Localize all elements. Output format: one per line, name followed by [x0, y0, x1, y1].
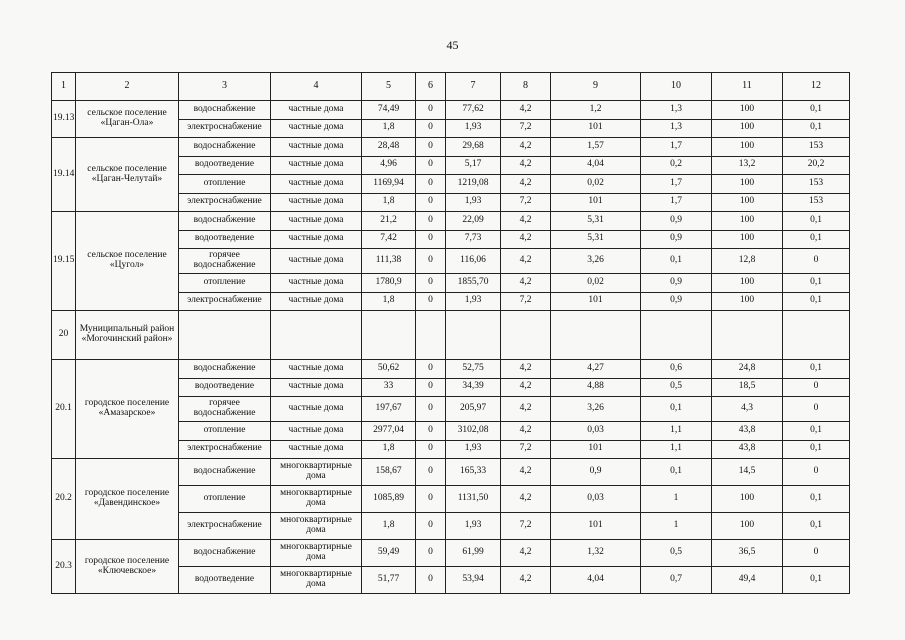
- row-number-cell: 20.3: [52, 540, 76, 594]
- header-cell: 6: [416, 73, 446, 101]
- value-cell-11: 49,4: [712, 567, 783, 594]
- table-body: [52, 73, 850, 594]
- value-cell-6: 0: [416, 513, 446, 540]
- building-type-cell: частные дома: [271, 193, 362, 212]
- header-cell: 12: [783, 73, 850, 101]
- value-cell-5: [362, 311, 416, 360]
- header-cell: 3: [179, 73, 271, 101]
- header-cell: 7: [446, 73, 501, 101]
- value-cell-12: 0,1: [783, 567, 850, 594]
- value-cell-6: 0: [416, 422, 446, 441]
- service-cell: водоснабжение: [179, 212, 271, 231]
- value-cell-8: 4,2: [501, 212, 551, 231]
- value-cell-8: 7,2: [501, 193, 551, 212]
- value-cell-12: 0,1: [783, 274, 850, 293]
- service-cell: водоснабжение: [179, 138, 271, 157]
- row-number-cell: 19.14: [52, 138, 76, 212]
- header-row: [52, 73, 850, 101]
- building-type-cell: частные дома: [271, 212, 362, 231]
- value-cell-12: 153: [783, 175, 850, 194]
- value-cell-11: 14,5: [712, 459, 783, 486]
- settlement-name-cell: городское поселение «Амазарское»: [76, 360, 179, 459]
- value-cell-10: 0,7: [641, 567, 712, 594]
- building-type-cell: многоквартирные дома: [271, 567, 362, 594]
- value-cell-11: 12,8: [712, 249, 783, 274]
- value-cell-9: 4,04: [551, 156, 641, 175]
- service-cell: водоотведение: [179, 378, 271, 397]
- value-cell-6: 0: [416, 459, 446, 486]
- value-cell-12: 0,1: [783, 440, 850, 459]
- value-cell-11: 100: [712, 292, 783, 311]
- value-cell-9: 4,04: [551, 567, 641, 594]
- value-cell-11: [712, 311, 783, 360]
- value-cell-7: 1131,50: [446, 486, 501, 513]
- value-cell-10: 0,2: [641, 156, 712, 175]
- row-number-cell: 20.1: [52, 360, 76, 459]
- value-cell-12: 0,1: [783, 212, 850, 231]
- value-cell-9: 0,9: [551, 459, 641, 486]
- settlement-name-cell: сельское поселение «Цаган-Челутай»: [76, 138, 179, 212]
- service-cell: отопление: [179, 175, 271, 194]
- building-type-cell: частные дома: [271, 175, 362, 194]
- building-type-cell: частные дома: [271, 360, 362, 379]
- value-cell-6: 0: [416, 175, 446, 194]
- service-cell: отопление: [179, 274, 271, 293]
- service-cell: электроснабжение: [179, 513, 271, 540]
- value-cell-7: 7,73: [446, 230, 501, 249]
- value-cell-12: 0,1: [783, 513, 850, 540]
- value-cell-6: 0: [416, 360, 446, 379]
- value-cell-8: 4,2: [501, 540, 551, 567]
- value-cell-7: 3102,08: [446, 422, 501, 441]
- value-cell-10: 0,1: [641, 397, 712, 422]
- building-type-cell: частные дома: [271, 249, 362, 274]
- value-cell-5: 7,42: [362, 230, 416, 249]
- value-cell-11: 43,8: [712, 440, 783, 459]
- header-cell: 10: [641, 73, 712, 101]
- value-cell-11: 100: [712, 212, 783, 231]
- service-cell: электроснабжение: [179, 119, 271, 138]
- value-cell-12: 0,1: [783, 360, 850, 379]
- value-cell-8: 7,2: [501, 119, 551, 138]
- value-cell-11: 100: [712, 175, 783, 194]
- value-cell-6: 0: [416, 540, 446, 567]
- value-cell-6: [416, 311, 446, 360]
- value-cell-7: 1,93: [446, 440, 501, 459]
- value-cell-8: 4,2: [501, 274, 551, 293]
- value-cell-10: 1,1: [641, 422, 712, 441]
- value-cell-6: 0: [416, 101, 446, 120]
- value-cell-12: 0,1: [783, 230, 850, 249]
- value-cell-10: 0,9: [641, 292, 712, 311]
- value-cell-12: 0: [783, 397, 850, 422]
- value-cell-9: 0,03: [551, 422, 641, 441]
- value-cell-6: 0: [416, 193, 446, 212]
- value-cell-9: 1,2: [551, 101, 641, 120]
- value-cell-7: 34,39: [446, 378, 501, 397]
- header-cell: 8: [501, 73, 551, 101]
- value-cell-6: 0: [416, 119, 446, 138]
- header-cell: 2: [76, 73, 179, 101]
- value-cell-6: 0: [416, 397, 446, 422]
- header-cell: 5: [362, 73, 416, 101]
- value-cell-12: 0: [783, 249, 850, 274]
- value-cell-11: 24,8: [712, 360, 783, 379]
- service-cell: электроснабжение: [179, 193, 271, 212]
- value-cell-7: 22,09: [446, 212, 501, 231]
- value-cell-8: 7,2: [501, 440, 551, 459]
- settlement-name-cell: сельское поселение «Цугол»: [76, 212, 179, 311]
- value-cell-8: 4,2: [501, 360, 551, 379]
- settlement-name-cell: городское поселение «Давендинское»: [76, 459, 179, 540]
- value-cell-9: 101: [551, 292, 641, 311]
- service-cell: отопление: [179, 486, 271, 513]
- value-cell-5: 28,48: [362, 138, 416, 157]
- header-cell: 9: [551, 73, 641, 101]
- value-cell-8: 4,2: [501, 156, 551, 175]
- value-cell-5: 51,77: [362, 567, 416, 594]
- value-cell-7: 1,93: [446, 292, 501, 311]
- value-cell-10: 1,1: [641, 440, 712, 459]
- value-cell-9: 101: [551, 119, 641, 138]
- value-cell-5: 1780,9: [362, 274, 416, 293]
- value-cell-11: 43,8: [712, 422, 783, 441]
- value-cell-5: 1,8: [362, 513, 416, 540]
- building-type-cell: частные дома: [271, 378, 362, 397]
- value-cell-10: 0,1: [641, 249, 712, 274]
- value-cell-9: 5,31: [551, 212, 641, 231]
- value-cell-6: 0: [416, 138, 446, 157]
- service-cell: горячее водоснабжение: [179, 249, 271, 274]
- value-cell-7: 61,99: [446, 540, 501, 567]
- value-cell-6: 0: [416, 440, 446, 459]
- settlement-name-cell: городское поселение «Ключевское»: [76, 540, 179, 594]
- value-cell-9: 3,26: [551, 249, 641, 274]
- building-type-cell: многоквартирные дома: [271, 540, 362, 567]
- value-cell-5: 1,8: [362, 119, 416, 138]
- value-cell-8: 4,2: [501, 378, 551, 397]
- value-cell-12: 20,2: [783, 156, 850, 175]
- value-cell-12: 0,1: [783, 292, 850, 311]
- value-cell-10: 1: [641, 513, 712, 540]
- building-type-cell: частные дома: [271, 156, 362, 175]
- value-cell-11: 100: [712, 101, 783, 120]
- value-cell-10: 1,7: [641, 193, 712, 212]
- service-cell: водоснабжение: [179, 540, 271, 567]
- value-cell-7: 1855,70: [446, 274, 501, 293]
- value-cell-7: 1,93: [446, 193, 501, 212]
- value-cell-5: 1,8: [362, 193, 416, 212]
- value-cell-12: 0: [783, 540, 850, 567]
- value-cell-9: 1,57: [551, 138, 641, 157]
- value-cell-6: 0: [416, 156, 446, 175]
- value-cell-10: 0,9: [641, 274, 712, 293]
- building-type-cell: частные дома: [271, 119, 362, 138]
- value-cell-12: 153: [783, 138, 850, 157]
- value-cell-12: 0,1: [783, 119, 850, 138]
- service-cell: водоотведение: [179, 567, 271, 594]
- table-row: [52, 138, 850, 157]
- building-type-cell: частные дома: [271, 230, 362, 249]
- value-cell-10: 1,3: [641, 119, 712, 138]
- value-cell-7: 116,06: [446, 249, 501, 274]
- value-cell-5: 1,8: [362, 440, 416, 459]
- value-cell-5: 1169,94: [362, 175, 416, 194]
- settlement-name-cell: Муниципальный район «Могочинский район»: [76, 311, 179, 360]
- service-cell: [179, 311, 271, 360]
- value-cell-7: 53,94: [446, 567, 501, 594]
- value-cell-5: 2977,04: [362, 422, 416, 441]
- header-cell: 11: [712, 73, 783, 101]
- row-number-cell: 19.15: [52, 212, 76, 311]
- value-cell-9: 5,31: [551, 230, 641, 249]
- value-cell-11: 13,2: [712, 156, 783, 175]
- service-cell: горячее водоснабжение: [179, 397, 271, 422]
- row-number-cell: 20: [52, 311, 76, 360]
- table-row: [52, 459, 850, 486]
- value-cell-11: 100: [712, 513, 783, 540]
- value-cell-6: 0: [416, 249, 446, 274]
- building-type-cell: многоквартирные дома: [271, 486, 362, 513]
- table-row: [52, 101, 850, 120]
- value-cell-10: 1,7: [641, 175, 712, 194]
- value-cell-10: 0,5: [641, 540, 712, 567]
- value-cell-6: 0: [416, 230, 446, 249]
- value-cell-6: 0: [416, 212, 446, 231]
- value-cell-10: 1,3: [641, 101, 712, 120]
- table-row: [52, 311, 850, 360]
- value-cell-5: 1085,89: [362, 486, 416, 513]
- value-cell-9: 4,88: [551, 378, 641, 397]
- service-cell: водоотведение: [179, 156, 271, 175]
- service-cell: электроснабжение: [179, 440, 271, 459]
- value-cell-7: 52,75: [446, 360, 501, 379]
- value-cell-6: 0: [416, 567, 446, 594]
- value-cell-8: 4,2: [501, 249, 551, 274]
- value-cell-8: 4,2: [501, 422, 551, 441]
- value-cell-8: 4,2: [501, 101, 551, 120]
- building-type-cell: [271, 311, 362, 360]
- value-cell-11: 18,5: [712, 378, 783, 397]
- value-cell-7: 1219,08: [446, 175, 501, 194]
- value-cell-8: 4,2: [501, 486, 551, 513]
- value-cell-9: 101: [551, 440, 641, 459]
- value-cell-7: [446, 311, 501, 360]
- value-cell-11: 100: [712, 138, 783, 157]
- value-cell-7: 1,93: [446, 513, 501, 540]
- table-row: [52, 540, 850, 567]
- value-cell-5: 197,67: [362, 397, 416, 422]
- value-cell-12: 0,1: [783, 422, 850, 441]
- value-cell-6: 0: [416, 378, 446, 397]
- value-cell-8: 4,2: [501, 397, 551, 422]
- value-cell-8: 4,2: [501, 567, 551, 594]
- service-cell: отопление: [179, 422, 271, 441]
- value-cell-9: 0,03: [551, 486, 641, 513]
- settlement-name-cell: сельское поселение «Цаган-Ола»: [76, 101, 179, 138]
- value-cell-11: 36,5: [712, 540, 783, 567]
- value-cell-9: 0,02: [551, 274, 641, 293]
- value-cell-12: 153: [783, 193, 850, 212]
- building-type-cell: частные дома: [271, 397, 362, 422]
- value-cell-10: [641, 311, 712, 360]
- value-cell-5: 158,67: [362, 459, 416, 486]
- value-cell-5: 21,2: [362, 212, 416, 231]
- building-type-cell: частные дома: [271, 440, 362, 459]
- value-cell-9: 101: [551, 193, 641, 212]
- value-cell-11: 100: [712, 193, 783, 212]
- value-cell-5: 111,38: [362, 249, 416, 274]
- value-cell-8: 4,2: [501, 175, 551, 194]
- value-cell-8: [501, 311, 551, 360]
- value-cell-7: 29,68: [446, 138, 501, 157]
- value-cell-10: 0,9: [641, 230, 712, 249]
- row-number-cell: 19.13: [52, 101, 76, 138]
- value-cell-9: 4,27: [551, 360, 641, 379]
- value-cell-8: 4,2: [501, 138, 551, 157]
- value-cell-9: [551, 311, 641, 360]
- value-cell-11: 100: [712, 230, 783, 249]
- service-cell: водоснабжение: [179, 101, 271, 120]
- value-cell-9: 0,02: [551, 175, 641, 194]
- value-cell-11: 100: [712, 119, 783, 138]
- value-cell-7: 5,17: [446, 156, 501, 175]
- value-cell-12: 0,1: [783, 486, 850, 513]
- value-cell-12: 0: [783, 378, 850, 397]
- building-type-cell: частные дома: [271, 101, 362, 120]
- value-cell-9: 101: [551, 513, 641, 540]
- value-cell-8: 7,2: [501, 292, 551, 311]
- building-type-cell: частные дома: [271, 138, 362, 157]
- value-cell-10: 0,1: [641, 459, 712, 486]
- value-cell-6: 0: [416, 274, 446, 293]
- value-cell-8: 4,2: [501, 230, 551, 249]
- value-cell-6: 0: [416, 486, 446, 513]
- value-cell-7: 1,93: [446, 119, 501, 138]
- value-cell-5: 1,8: [362, 292, 416, 311]
- service-cell: водоотведение: [179, 230, 271, 249]
- value-cell-10: 0,6: [641, 360, 712, 379]
- building-type-cell: частные дома: [271, 422, 362, 441]
- building-type-cell: частные дома: [271, 292, 362, 311]
- value-cell-9: 1,32: [551, 540, 641, 567]
- header-cell: 1: [52, 73, 76, 101]
- table-row: [52, 212, 850, 231]
- service-cell: электроснабжение: [179, 292, 271, 311]
- value-cell-11: 100: [712, 486, 783, 513]
- value-cell-5: 74,49: [362, 101, 416, 120]
- value-cell-9: 3,26: [551, 397, 641, 422]
- value-cell-11: 100: [712, 274, 783, 293]
- value-cell-10: 1: [641, 486, 712, 513]
- header-cell: 4: [271, 73, 362, 101]
- value-cell-8: 4,2: [501, 459, 551, 486]
- building-type-cell: многоквартирные дома: [271, 459, 362, 486]
- value-cell-5: 50,62: [362, 360, 416, 379]
- service-cell: водоснабжение: [179, 360, 271, 379]
- value-cell-5: 59,49: [362, 540, 416, 567]
- value-cell-6: 0: [416, 292, 446, 311]
- value-cell-12: [783, 311, 850, 360]
- building-type-cell: многоквартирные дома: [271, 513, 362, 540]
- value-cell-12: 0: [783, 459, 850, 486]
- tariff-table: [51, 72, 850, 594]
- value-cell-10: 0,5: [641, 378, 712, 397]
- page-number: 45: [446, 38, 459, 52]
- value-cell-12: 0,1: [783, 101, 850, 120]
- service-cell: водоснабжение: [179, 459, 271, 486]
- row-number-cell: 20.2: [52, 459, 76, 540]
- value-cell-10: 0,9: [641, 212, 712, 231]
- value-cell-8: 7,2: [501, 513, 551, 540]
- value-cell-7: 77,62: [446, 101, 501, 120]
- value-cell-7: 205,97: [446, 397, 501, 422]
- value-cell-5: 33: [362, 378, 416, 397]
- value-cell-7: 165,33: [446, 459, 501, 486]
- value-cell-10: 1,7: [641, 138, 712, 157]
- value-cell-5: 4,96: [362, 156, 416, 175]
- value-cell-11: 4,3: [712, 397, 783, 422]
- building-type-cell: частные дома: [271, 274, 362, 293]
- table-row: [52, 360, 850, 379]
